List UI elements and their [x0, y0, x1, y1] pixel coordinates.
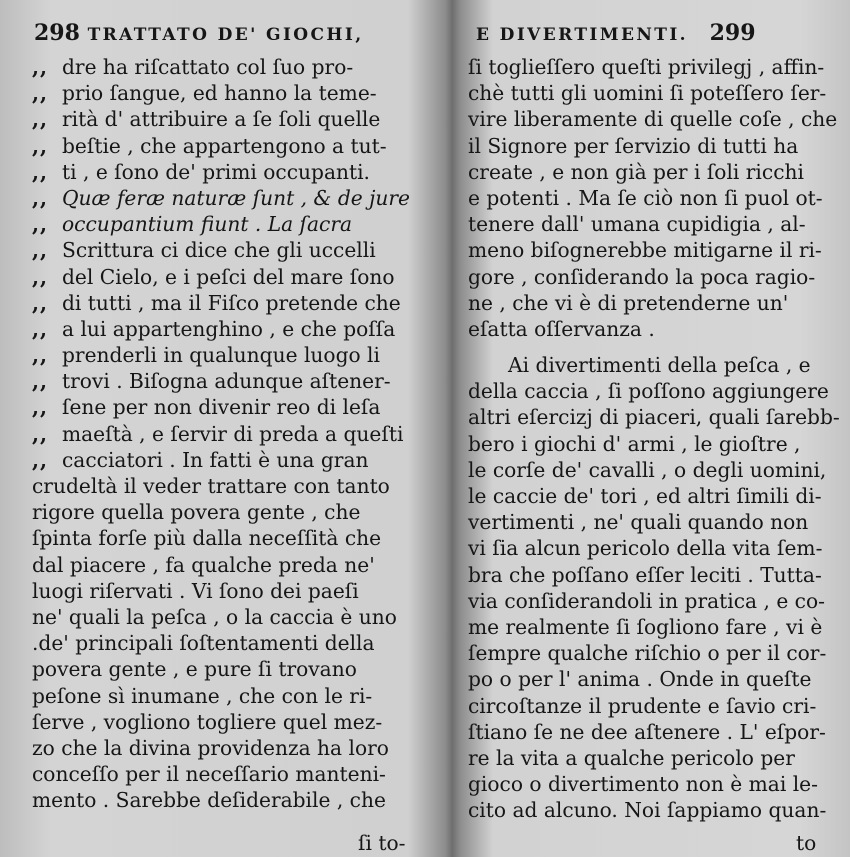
left-running-title: TRATTATO DE' GIOCHI, [87, 25, 364, 45]
text-line [468, 133, 840, 159]
text-line [32, 264, 410, 290]
text-line [32, 552, 410, 578]
line-text: peſone sì inumane , che con le ri- [32, 683, 373, 708]
text-line [32, 630, 410, 656]
text-line [32, 342, 410, 368]
line-text: prenderli in qualunque luogo li [62, 343, 380, 368]
line-text: le caccie de' tori , ed altri ſimili di- [468, 484, 822, 508]
quote-mark: ,, [32, 395, 49, 420]
line-text: trovi . Biſogna adunque aſtener- [62, 369, 391, 394]
text-line [468, 483, 840, 509]
line-text: create , e non già per i ſoli ricchi [468, 159, 804, 184]
line-text: ſpinta forſe più dalla neceſſità che [32, 526, 382, 551]
line-text: Quæ feræ naturæ ſunt , & de jure [62, 185, 410, 210]
text-line [468, 316, 840, 342]
text-line [32, 525, 410, 551]
line-text: Ai divertimenti della peſca , e [508, 353, 811, 378]
line-text: me realmente ſi ſogliono fare , vi è [468, 614, 823, 639]
text-line [468, 264, 840, 290]
quote-mark: ,, [32, 133, 49, 158]
line-text: eſatta oſſervanza . [468, 316, 655, 341]
text-line [32, 499, 410, 525]
line-text: povera gente , e pure ſi trovano [32, 657, 357, 682]
line-text: circoſtanze il prudente e ſavio cri- [468, 693, 817, 718]
line-text: altri eſercizj di piaceri, quali ſarebb- [468, 405, 840, 430]
quote-mark: ,, [32, 316, 49, 341]
text-line [468, 80, 840, 106]
right-catchword: to [796, 831, 817, 855]
left-page-number: 298 [34, 20, 80, 46]
paragraph-gap [468, 342, 840, 352]
line-text: rità d' attribuire a ſe ſoli quelle [62, 107, 381, 132]
line-text: conceſſo per il neceſſario manteni- [32, 762, 386, 787]
text-line [32, 237, 410, 263]
quote-mark: ,, [32, 264, 49, 289]
quote-mark: ,, [32, 343, 49, 368]
line-text: maeſtà , e ſervir di preda a queſti [62, 421, 404, 446]
right-running-title: E DIVERTIMENTI. [476, 25, 688, 45]
text-line [32, 80, 410, 106]
left-running-head [34, 20, 364, 46]
line-text: del Cielo, e i peſci del mare ſono [62, 264, 395, 289]
quote-mark: ,, [32, 185, 49, 210]
line-text: chè tutti gli uomini ſi poteſſero ſer- [468, 81, 827, 106]
line-text: rigore quella povera gente , che [32, 500, 361, 525]
line-text: cito ad alcuno. Noi ſappiamo quan- [468, 798, 827, 823]
text-line [468, 185, 840, 211]
text-line [32, 394, 410, 420]
text-line [32, 709, 410, 735]
text-line [32, 211, 410, 237]
line-text: dal piacere , fa qualche preda ne' [32, 552, 375, 577]
line-text: vire liberamente di quelle coſe , che [468, 107, 838, 132]
left-body-text [32, 54, 410, 813]
text-line [32, 290, 410, 316]
text-line [32, 54, 410, 80]
text-line [468, 666, 840, 692]
line-text: vi ſia alcun pericolo della vita ſem- [468, 536, 823, 561]
text-line [468, 237, 840, 263]
text-line [32, 368, 410, 394]
text-line [468, 54, 840, 80]
line-text: il Signore per ſervizio di tutti ha [468, 133, 799, 158]
line-text: re la vita a qualche pericolo per [468, 745, 795, 770]
text-line [32, 133, 410, 159]
right-running-head [476, 20, 756, 46]
text-line [468, 588, 840, 614]
right-page-number: 299 [709, 20, 756, 46]
text-line [468, 745, 840, 771]
line-text: .de' principali ſoſtentamenti della [32, 631, 375, 656]
line-text: luogi riſervati . Vi ſono dei paeſi [32, 578, 359, 603]
text-line [468, 771, 840, 797]
line-text: ſi toglieſſero queſti privilegj , affin- [468, 55, 825, 79]
text-line [468, 614, 840, 640]
line-text: ſtiano ſe ne dee aſtenere . L' eſpor- [468, 719, 826, 744]
line-text: prio ſangue, ed hanno la teme- [62, 81, 377, 106]
text-line [468, 693, 840, 719]
line-text: ſerve , vogliono togliere quel mez- [32, 709, 383, 734]
line-text: occupantium fiunt . La ſacra [62, 212, 353, 237]
line-text: tenere dall' umana cupidigia , al- [468, 212, 806, 237]
text-line [468, 509, 840, 535]
text-line [32, 656, 410, 682]
text-line [32, 761, 410, 787]
line-text: crudeltà il veder trattare con tanto [32, 474, 390, 498]
quote-mark: ,, [32, 369, 49, 394]
line-text: gore , conſiderando la poca ragio- [468, 264, 816, 289]
line-text: a lui appartenghino , e che poſſa [62, 316, 396, 341]
line-text: Scrittura ci dice che gli uccelli [62, 238, 376, 263]
text-line [32, 604, 410, 630]
text-line [468, 535, 840, 561]
text-line [468, 159, 840, 185]
line-text: beſtie , che appartengono a tut- [62, 133, 387, 158]
line-text: gioco o divertimento non è mai le- [468, 772, 818, 797]
quote-mark: ,, [32, 81, 49, 106]
text-line [32, 185, 410, 211]
text-line [32, 735, 410, 761]
line-text: via conſiderandoli in pratica , e co- [468, 588, 825, 613]
text-line [468, 457, 840, 483]
text-line [468, 431, 840, 457]
quote-mark: ,, [32, 212, 49, 237]
line-text: le corſe de' cavalli , o degli uomini, [468, 457, 827, 482]
text-line [468, 290, 840, 316]
quote-mark: ,, [32, 107, 49, 132]
text-line [468, 404, 840, 430]
line-text: della caccia , ſi poſſono aggiungere [468, 379, 829, 404]
line-text: ti , e ſono de' primi occupanti. [62, 159, 370, 184]
quote-mark: ,, [32, 55, 49, 79]
text-line [32, 316, 410, 342]
quote-mark: ,, [32, 290, 49, 315]
text-line [468, 106, 840, 132]
line-text: vertimenti , ne' quali quando non [468, 510, 809, 535]
line-text: bra che poſſano eſſer leciti . Tutta- [468, 562, 822, 587]
quote-mark: ,, [32, 447, 49, 472]
text-line [32, 159, 410, 185]
right-body-text [468, 54, 840, 823]
text-line [468, 797, 840, 823]
text-line [468, 352, 840, 378]
line-text: ſempre qualche riſchio o per il cor- [468, 641, 827, 666]
text-line [32, 787, 410, 813]
text-line [32, 447, 410, 473]
text-line [468, 211, 840, 237]
text-line [32, 578, 410, 604]
line-text: zo che la divina providenza ha loro [32, 735, 389, 760]
line-text: po o per l' anima . Onde in queſte [468, 667, 812, 692]
text-line [468, 378, 840, 404]
quote-mark: ,, [32, 238, 49, 263]
quote-mark: ,, [32, 421, 49, 446]
line-text: bero i giochi d' armi , le gioſtre , [468, 431, 801, 456]
line-text: meno biſognerebbe mitigarne il ri- [468, 238, 822, 263]
line-text: cacciatori . In fatti è una gran [62, 447, 369, 472]
text-line [468, 562, 840, 588]
line-text: di tutti , ma il Fiſco pretende che [62, 290, 401, 315]
text-line [32, 106, 410, 132]
text-line [32, 421, 410, 447]
line-text: mento . Sarebbe deſiderabile , che [32, 788, 386, 813]
line-text: ne , che vi è di pretenderne un' [468, 290, 789, 315]
text-line [468, 640, 840, 666]
line-text: ne' quali la peſca , o la caccia è uno [32, 604, 397, 629]
text-line [32, 683, 410, 709]
line-text: dre ha riſcattato col ſuo pro- [62, 55, 354, 79]
text-line [32, 473, 410, 499]
text-line [468, 719, 840, 745]
left-catchword: ſi to- [358, 831, 406, 855]
line-text: e potenti . Ma ſe ciò non ſi puol ot- [468, 185, 823, 210]
line-text: ſene per non divenir reo di leſa [62, 395, 381, 420]
quote-mark: ,, [32, 159, 49, 184]
